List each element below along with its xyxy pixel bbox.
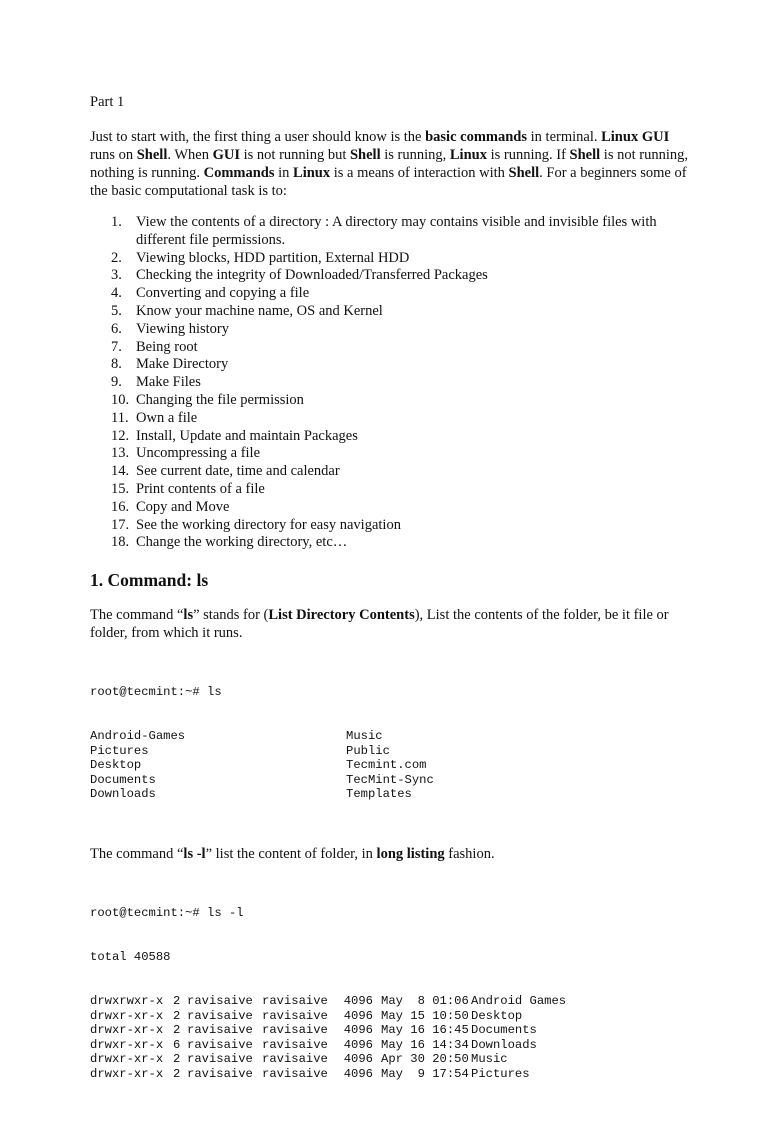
list-item-number: 13. — [111, 445, 130, 462]
lsl-group: ravisaive — [262, 1037, 328, 1052]
lsl-row — [90, 1052, 690, 1067]
list-item — [90, 285, 690, 303]
lsl-date: May 9 17:54 — [381, 1066, 469, 1081]
section-heading: 1. Command: ls — [90, 570, 209, 591]
lsl-links: 2 — [173, 1066, 181, 1081]
lsl-date: May 16 14:34 — [381, 1037, 469, 1052]
ls-entry: Templates — [346, 787, 412, 802]
lsl-name: Music — [471, 1052, 508, 1067]
list-item-number: 12. — [111, 427, 130, 444]
list-item — [90, 303, 690, 321]
list-item-text: Viewing history — [136, 320, 229, 337]
list-item — [90, 410, 690, 428]
list-item-number: 6. — [111, 320, 122, 337]
ls-output-block — [90, 656, 690, 831]
list-item — [90, 517, 690, 535]
lsl-name: Android Games — [471, 994, 567, 1009]
lsl-output-block — [90, 877, 690, 1111]
list-item-number: 18. — [111, 534, 130, 551]
lsl-listing — [90, 994, 690, 1082]
lsl-owner: ravisaive — [187, 1023, 253, 1038]
list-item — [90, 499, 690, 517]
part-label: Part 1 — [90, 94, 125, 110]
lsl-perm: drwxr-xr-x — [90, 1037, 164, 1052]
list-item — [90, 339, 690, 357]
lsl-row — [90, 1009, 690, 1024]
lsl-links: 2 — [173, 1008, 181, 1023]
ls-entry: Public — [346, 743, 390, 758]
list-item-text: Make Files — [136, 374, 201, 391]
lsl-group: ravisaive — [262, 1066, 328, 1081]
list-item-number: 4. — [111, 285, 122, 302]
list-item-text: View the contents of a directory : A directory may contains visible and invisible files with different file permissions. — [136, 214, 657, 248]
document-page — [90, 93, 690, 1125]
list-item-number: 14. — [111, 463, 130, 480]
lsl-description: The command “ls -l” list the content of folder, in long listing fashion. — [90, 846, 495, 863]
lsl-links: 2 — [173, 994, 181, 1009]
list-item-number: 2. — [111, 249, 122, 266]
list-item-number: 7. — [111, 338, 122, 355]
list-item — [90, 428, 690, 446]
list-item-number: 8. — [111, 356, 122, 373]
lsl-name: Documents — [471, 1023, 537, 1038]
intro-paragraph: Just to start with, the first thing a user should know is the basic commands in terminal. Linux GUI runs on Shell. When GUI is not running but Shell is running, Linux is running. If Shell is not running, nothing is running. Commands in Linux is a means of interaction with Shell. For a beginners some of the basic computational task is to: — [90, 129, 688, 199]
lsl-group: ravisaive — [262, 1023, 328, 1038]
lsl-row — [90, 1038, 690, 1053]
ls-entry: Tecmint.com — [346, 758, 427, 773]
ls-entry: Android-Games — [90, 729, 186, 744]
lsl-name: Desktop — [471, 1008, 523, 1023]
lsl-size: 4096 — [343, 1008, 373, 1023]
task-list — [90, 214, 690, 552]
lsl-owner: ravisaive — [187, 1037, 253, 1052]
lsl-name: Pictures — [471, 1066, 530, 1081]
lsl-owner: ravisaive — [187, 1008, 253, 1023]
lsl-size: 4096 — [343, 1023, 373, 1038]
list-item-text: Own a file — [136, 409, 198, 426]
list-item-text: Changing the file permission — [136, 391, 304, 408]
list-item-text: Copy and Move — [136, 498, 230, 515]
list-item — [90, 481, 690, 499]
lsl-perm: drwxr-xr-x — [90, 1023, 164, 1038]
ls-entry: Documents — [90, 772, 156, 787]
lsl-perm: drwxr-xr-x — [90, 1052, 164, 1067]
lsl-group: ravisaive — [262, 1052, 328, 1067]
list-item-text: Converting and copying a file — [136, 285, 310, 302]
lsl-prompt: root@tecmint:~# ls -l — [90, 906, 244, 921]
ls-entry: TecMint-Sync — [346, 772, 434, 787]
list-item-text: See the working directory for easy navigation — [136, 516, 401, 533]
ls-prompt: root@tecmint:~# ls — [90, 685, 222, 700]
list-item-text: Know your machine name, OS and Kernel — [136, 302, 383, 319]
list-item — [90, 356, 690, 374]
ls-listing — [90, 729, 690, 802]
list-item-number: 9. — [111, 374, 122, 391]
list-item — [90, 392, 690, 410]
ls-entry: Downloads — [90, 787, 156, 802]
list-item-number: 15. — [111, 480, 130, 497]
lsl-perm: drwxr-xr-x — [90, 1008, 164, 1023]
lsl-owner: ravisaive — [187, 994, 253, 1009]
list-item-number: 3. — [111, 267, 122, 284]
lsl-date: May 8 01:06 — [381, 994, 469, 1009]
lsl-date: May 16 16:45 — [381, 1023, 469, 1038]
ls-entry: Desktop — [90, 758, 142, 773]
list-item-text: Uncompressing a file — [136, 445, 261, 462]
lsl-group: ravisaive — [262, 1008, 328, 1023]
list-item-text: Install, Update and maintain Packages — [136, 427, 358, 444]
lsl-group: ravisaive — [262, 994, 328, 1009]
lsl-owner: ravisaive — [187, 1052, 253, 1067]
list-item-number: 11. — [111, 409, 129, 426]
list-item — [90, 374, 690, 392]
lsl-date: Apr 30 20:50 — [381, 1052, 469, 1067]
list-item-text: Checking the integrity of Downloaded/Transferred Packages — [136, 267, 488, 284]
ls-entry: Pictures — [90, 743, 149, 758]
list-item — [90, 267, 690, 285]
list-item — [90, 250, 690, 268]
lsl-date: May 15 10:50 — [381, 1008, 469, 1023]
list-item-text: See current date, time and calendar — [136, 463, 340, 480]
lsl-links: 2 — [173, 1052, 181, 1067]
lsl-row — [90, 994, 690, 1009]
list-item-number: 5. — [111, 302, 122, 319]
list-item — [90, 445, 690, 463]
lsl-owner: ravisaive — [187, 1066, 253, 1081]
list-item — [90, 214, 690, 250]
ls-entry: Music — [346, 729, 383, 744]
lsl-name: Downloads — [471, 1037, 537, 1052]
lsl-size: 4096 — [343, 1037, 373, 1052]
lsl-total: total 40588 — [90, 950, 171, 965]
lsl-perm: drwxrwxr-x — [90, 994, 164, 1009]
lsl-links: 6 — [173, 1037, 181, 1052]
list-item — [90, 534, 690, 552]
lsl-perm: drwxr-xr-x — [90, 1066, 164, 1081]
list-item-number: 17. — [111, 516, 130, 533]
list-item-number: 16. — [111, 498, 130, 515]
lsl-size: 4096 — [343, 994, 373, 1009]
list-item-text: Viewing blocks, HDD partition, External HDD — [136, 249, 410, 266]
lsl-size: 4096 — [343, 1066, 373, 1081]
list-item — [90, 321, 690, 339]
list-item-text: Being root — [136, 338, 198, 355]
lsl-size: 4096 — [343, 1052, 373, 1067]
list-item-text: Change the working directory, etc… — [136, 534, 348, 551]
list-item-text: Make Directory — [136, 356, 229, 373]
list-item-number: 1. — [111, 214, 122, 230]
lsl-row — [90, 1067, 690, 1082]
ls-description: The command “ls” stands for (List Directory Contents), List the contents of the folder, be it file or folder, from which it runs. — [90, 607, 669, 642]
list-item-number: 10. — [111, 391, 130, 408]
lsl-links: 2 — [173, 1023, 181, 1038]
lsl-row — [90, 1023, 690, 1038]
list-item — [90, 463, 690, 481]
list-item-text: Print contents of a file — [136, 480, 265, 497]
